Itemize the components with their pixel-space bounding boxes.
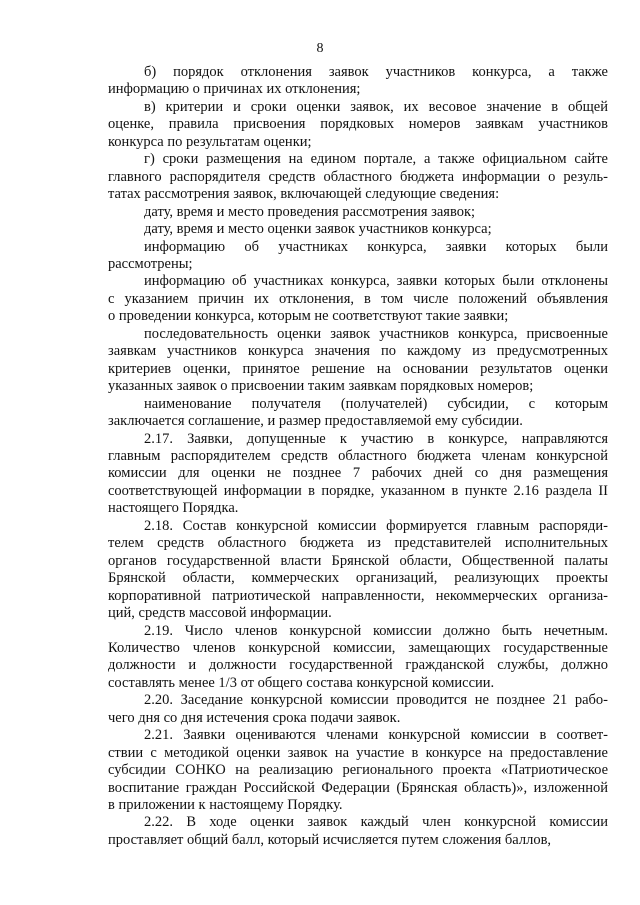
paragraph-p221-line: ствии с методикой оценки заявок на участие в конкурсе на предоставление [108,744,608,761]
paragraph-b-line: информацию о причинах их отклонения; [108,81,361,98]
paragraph-p220-line: 2.20. Заседание конкурсной комиссии проводится не позднее 21 рабо- [144,692,608,709]
paragraph-p218-line: телем средств областного бюджета из представителей исполнительных [108,535,608,552]
paragraph-g-line: татах рассмотрения заявок, включающей следующие сведения: [108,186,500,203]
paragraph-v [108,99,608,151]
paragraph-g4-line: информацию об участниках конкурса, заявки которых были отклонены [144,273,608,290]
paragraph-b [108,64,608,99]
paragraph-p221-line: воспитание граждан Российской Федерации (Брянская область)», изложенной [108,779,608,796]
paragraph-g1-line: дату, время и место проведения рассмотрения заявок; [144,203,476,220]
paragraph-p222-line: проставляет общий балл, который исчисляется путем сложения баллов, [108,831,552,848]
paragraph-p217-line: главным распорядителем средств областного бюджета членам конкурсной [108,447,608,464]
paragraph-p218-line: органов государственной власти Брянской области, Общественной палаты [108,552,608,569]
paragraph-g [108,151,608,203]
page-number: 8 [316,41,324,56]
paragraph-g5 [108,326,608,396]
paragraph-g2-line: дату, время и место оценки заявок участников конкурса; [144,221,492,238]
paragraph-p219-line: составлять менее 1/3 от общего состава конкурсной комиссии. [108,674,495,691]
paragraph-p218 [108,518,608,623]
paragraph-p222 [108,814,608,849]
paragraph-v-line: конкурса по результатам оценки; [108,133,312,150]
paragraph-g-line: г) сроки размещения на едином портале, а также официальном сайте [144,151,608,168]
paragraph-p218-line: Брянской области, коммерческих организаций, реализующих проекты [108,570,608,587]
paragraph-g6-line: заключается соглашение, и размер предоставляемой ему субсидии. [108,413,523,430]
paragraph-g3-line: информацию об участниках конкурса, заявки которых были [144,238,608,255]
paragraph-p217-line: 2.17. Заявки, допущенные к участию в конкурсе, направляются [144,430,608,447]
paragraph-g3-line: рассмотрены; [108,255,193,272]
paragraph-g-line: главного распорядителя средств областного бюджета информации о резуль- [108,168,608,185]
paragraph-g5-line: указанных заявок о присвоении таким заявкам порядковых номеров; [108,378,534,395]
paragraph-v-line: оценке, правила присвоения порядковых номеров заявкам участников [108,116,608,133]
paragraph-p217-line: соответствующей информации в порядке, указанном в пункте 2.16 раздела II [108,482,608,499]
paragraph-p219-line: Количество членов конкурсной комиссии, замещающих государственные [108,639,608,656]
paragraph-v-line: в) критерии и сроки оценки заявок, их весовое значение в общей [144,98,608,115]
paragraph-g3 [108,239,608,274]
paragraph-g5-line: критериев оценки, принятое решение на основании результатов оценки [108,360,608,377]
paragraph-g4-line: о проведении конкурса, которым не соответствуют такие заявки; [108,308,509,325]
paragraph-p221-line: в приложении к настоящему Порядку. [108,797,343,814]
paragraph-g5-line: заявкам участников конкурса значения по каждому из предусмотренных [108,343,608,360]
paragraph-g5-line: последовательность оценки заявок участников конкурса, присвоенные [144,325,608,342]
paragraph-p217 [108,431,608,518]
paragraph-p221-line: субсидии СОНКО на реализацию регионального проекта «Патриотическое [108,762,608,779]
paragraph-g6 [108,396,608,431]
paragraph-g4-line: с указанием причин их отклонения, в том числе положений объявления [108,290,608,307]
paragraph-p221-line: 2.21. Заявки оцениваются членами конкурсной комиссии в соответ- [144,727,608,744]
paragraph-p222-line: 2.22. В ходе оценки заявок каждый член конкурсной комиссии [144,814,608,831]
paragraph-p219-line: должности и должности государственной гражданской службы, должно [108,657,608,674]
paragraph-p219 [108,623,608,693]
paragraph-p217-line: комиссии для оценки не позднее 7 рабочих дней со дня размещения [108,465,608,482]
paragraph-p218-line: ций, средств массовой информации. [108,605,332,622]
paragraph-p217-line: настоящего Порядка. [108,500,239,517]
paragraph-g1 [108,204,608,221]
paragraph-p219-line: 2.19. Число членов конкурсной комиссии должно быть нечетным. [144,622,608,639]
paragraph-b-line: б) порядок отклонения заявок участников конкурса, а также [144,64,608,80]
paragraph-p220 [108,692,608,727]
paragraph-p218-line: 2.18. Состав конкурсной комиссии формируется главным распоряди- [144,517,608,534]
paragraph-p221 [108,727,608,814]
paragraph-p220-line: чего дня со дня истечения срока подачи заявок. [108,709,401,726]
paragraph-g2 [108,221,608,238]
paragraph-g6-line: наименование получателя (получателей) субсидии, с которым [144,395,608,412]
paragraph-p218-line: корпоративной патриотической направленности, некоммерческих организа- [108,587,608,604]
paragraph-g4 [108,273,608,325]
document-body [108,64,608,849]
